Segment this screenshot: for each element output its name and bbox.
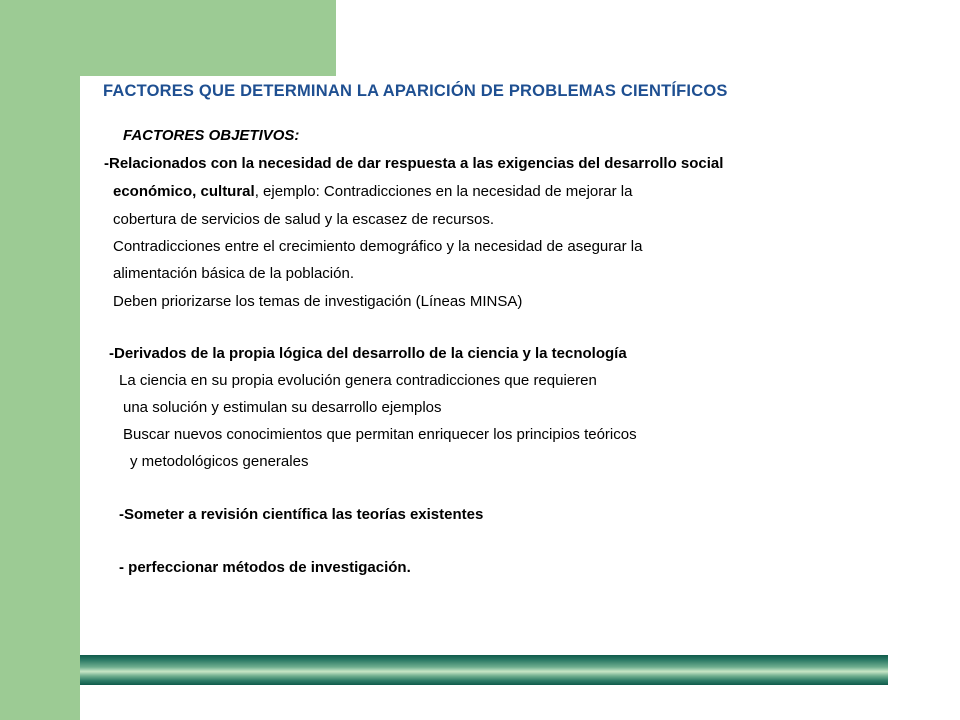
- section-2-line-2: La ciencia en su propia evolución genera contradicciones que requieren: [119, 372, 597, 389]
- section-1-line-2: [113, 183, 632, 201]
- section-1-line-4: Contradicciones entre el crecimiento demográfico y la necesidad de asegurar la: [113, 238, 643, 255]
- section-1-line-5: alimentación básica de la población.: [113, 265, 354, 282]
- bottom-gradient-stripe: [80, 655, 888, 685]
- section-1-heading: -Relacionados con la necesidad de dar respuesta a las exigencias del desarrollo social: [104, 155, 724, 172]
- section-2-line-4: Buscar nuevos conocimientos que permitan enriquecer los principios teóricos: [123, 426, 637, 443]
- section-2-heading: -Derivados de la propia lógica del desarrollo de la ciencia y la tecnología: [109, 345, 627, 362]
- section-1-line-6: Deben priorizarse los temas de investigación (Líneas MINSA): [113, 293, 523, 310]
- slide-title: FACTORES QUE DETERMINAN LA APARICIÓN DE PROBLEMAS CIENTÍFICOS: [103, 82, 728, 100]
- section-1-line-2-bold: económico, cultural: [113, 183, 255, 200]
- section-2-line-3: una solución y estimulan su desarrollo ejemplos: [123, 399, 442, 416]
- subtitle-factores-objetivos: FACTORES OBJETIVOS:: [123, 127, 300, 144]
- section-3-heading: -Someter a revisión científica las teorías existentes: [119, 506, 484, 523]
- top-accent-block: [80, 0, 336, 76]
- section-2-line-5: y metodológicos generales: [130, 453, 309, 470]
- section-1-line-3: cobertura de servicios de salud y la escasez de recursos.: [113, 211, 495, 228]
- left-accent-bar: [0, 0, 80, 720]
- section-1-line-2-rest: , ejemplo: Contradicciones en la necesidad de mejorar la: [254, 183, 633, 200]
- section-4-heading: - perfeccionar métodos de investigación.: [119, 559, 411, 576]
